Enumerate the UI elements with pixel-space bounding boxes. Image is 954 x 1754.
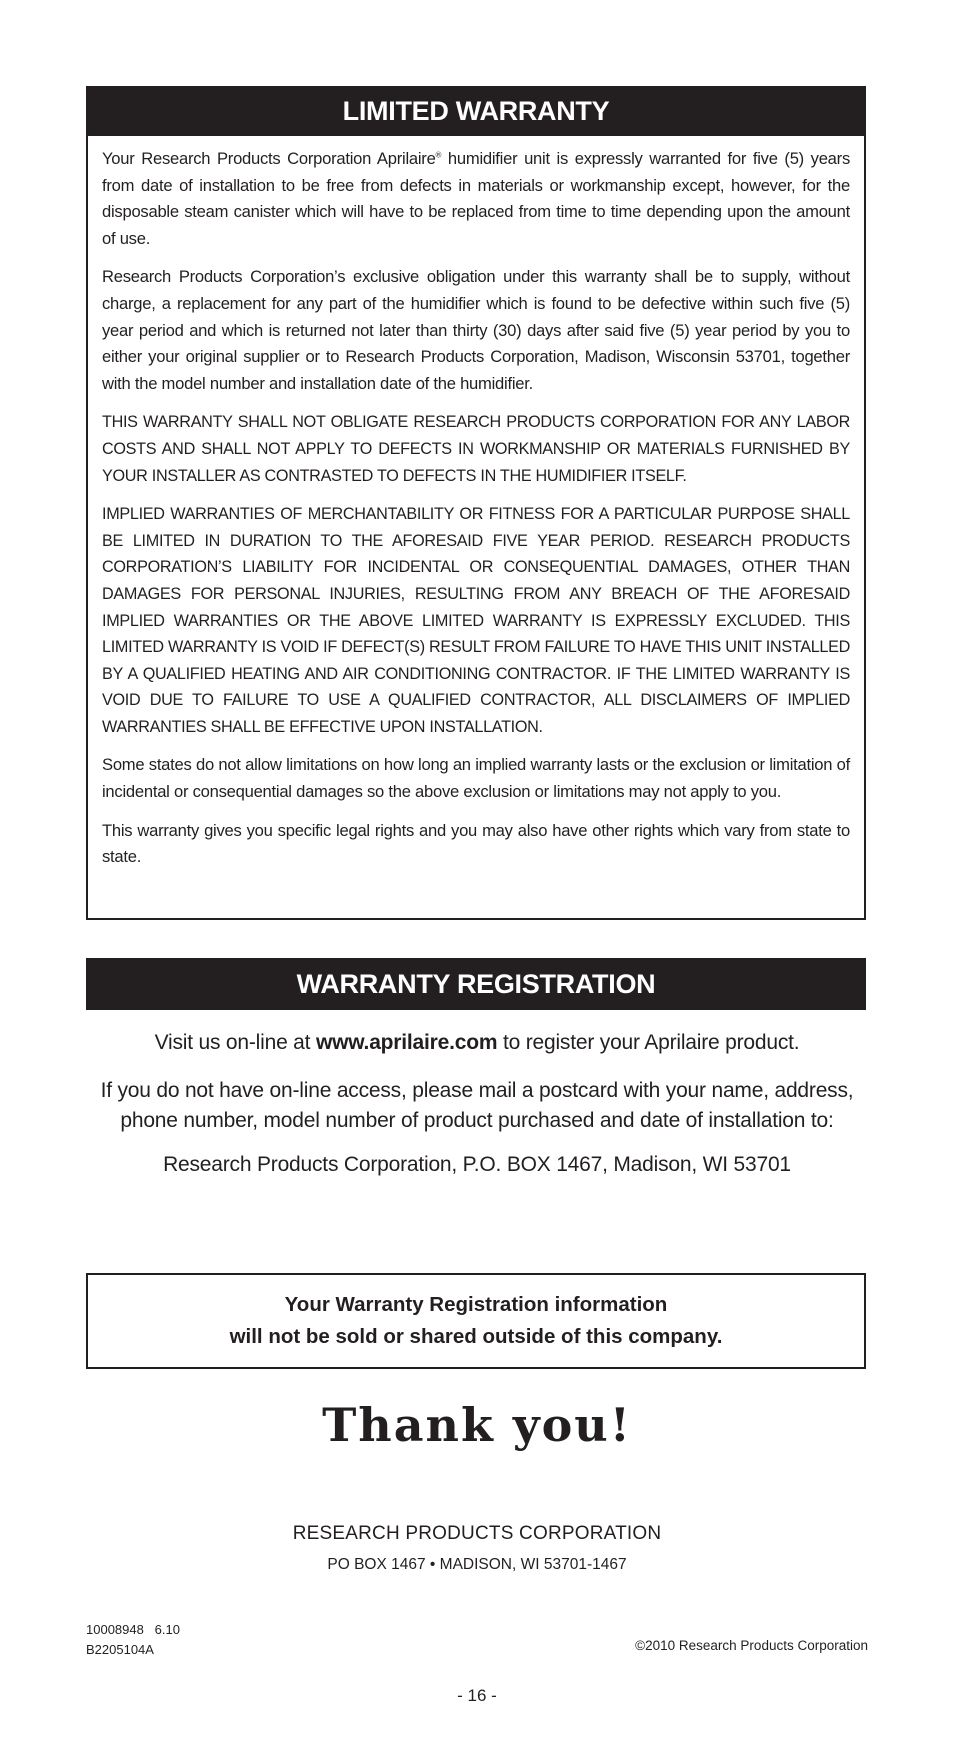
document-code-1: 10008948 6.10 — [86, 1622, 180, 1637]
thank-you-heading: Thank you! — [322, 1398, 632, 1452]
footer-company-name: RESEARCH PRODUCTS CORPORATION — [292, 1523, 662, 1544]
footer-company-address: PO BOX 1467 • MADISON, WI 53701-1467 — [327, 1556, 627, 1573]
page-number: - 16 - — [457, 1686, 497, 1705]
registration-mail-address: Research Products Corporation, P.O. BOX 1467, Madison, WI 53701 — [163, 1153, 791, 1176]
copyright-notice: ©2010 Research Products Corporation — [635, 1638, 868, 1653]
warranty-paragraph-5: Some states do not allow limitations on how long an implied warranty lasts or the exclusion or limitation of incidental or consequential damages so the above exclusion or limitations may not apply to you. — [102, 755, 850, 802]
warranty-registration-header — [86, 958, 866, 1010]
document-code-2: B2205104A — [86, 1642, 154, 1657]
warranty-paragraph-1: Your Research Products Corporation Aprilaire® humidifier unit is expressly warranted for five (5) years from date of installation to be free from defects in materials or workmanship except, however, for the disposable steam canister which will have to be replaced from time to time depending upon the amount of use. — [102, 149, 850, 248]
limited-warranty-title: LIMITED WARRANTY — [86, 86, 866, 136]
privacy-notice-line-2: will not be sold or shared outside of this company. — [229, 1325, 723, 1348]
privacy-notice-line-1: Your Warranty Registration information — [284, 1293, 668, 1316]
registration-mail-instructions: If you do not have on-line access, please mail a postcard with your name, address, phone number, model number of product purchased and date of installation to: — [100, 1079, 854, 1132]
website-link[interactable]: www.aprilaire.com — [315, 1031, 498, 1054]
limited-warranty-body — [88, 136, 864, 871]
limited-warranty-box — [86, 86, 866, 920]
document-codes — [86, 1620, 180, 1660]
warranty-paragraph-4: IMPLIED WARRANTIES OF MERCHANTABILITY OR FITNESS FOR A PARTICULAR PURPOSE SHALL BE LIMITED IN DURATION TO THE AFORESAID FIVE YEAR PERIOD. RESEARCH PRODUCTS CORPORATION’S LIABILITY FOR INCIDENTAL OR CONSEQUENTIAL DAMAGES, OTHER THAN DAMAGES FOR PERSONAL INJURIES, RESULTING FROM ANY BREACH OF THE AFORESAID IMPLIED WARRANTIES OR THE ABOVE LIMITED WARRANTY IS EXPRESSLY EXCLUDED. THIS LIMITED WARRANTY IS VOID IF DEFECT(S) RESULT FROM FAILURE TO HAVE THIS UNIT INSTALLED BY A QUALIFIED HEATING AND AIR CONDITIONING CONTRACTOR. IF THE LIMITED WARRANTY IS VOID DUE TO FAILURE TO USE A QUALIFIED CONTRACTOR, ALL DISCLAIMERS OF IMPLIED WARRANTIES SHALL BE EFFECTIVE UPON INSTALLATION. — [102, 505, 850, 736]
warranty-paragraph-2: Research Products Corporation’s exclusive obligation under this warranty shall be to supply, without charge, a replacement for any part of the humidifier which is found to be defective within such five (5) year period and which is returned not later than thirty (30) days after said five (5) year period by you to either your original supplier or to Research Products Corporation, Madison, Wisconsin 53701, together with the model number and installation date of the humidifier. — [102, 267, 850, 393]
warranty-paragraph-3: THIS WARRANTY SHALL NOT OBLIGATE RESEARCH PRODUCTS CORPORATION FOR ANY LABOR COSTS AND SHALL NOT APPLY TO DEFECTS IN WORKMANSHIP OR MATERIALS FURNISHED BY YOUR INSTALLER AS CONTRASTED TO DEFECTS IN THE HUMIDIFIER ITSELF. — [102, 413, 850, 485]
warranty-registration-title: WARRANTY REGISTRATION — [86, 958, 866, 1010]
privacy-notice-box — [86, 1273, 866, 1369]
registered-mark: ® — [435, 150, 442, 160]
registration-visit-line: Visit us on-line at www.aprilaire.com to register your Aprilaire product. — [154, 1031, 800, 1054]
warranty-paragraph-6: This warranty gives you specific legal rights and you may also have other rights which vary from state to state. — [102, 820, 850, 867]
